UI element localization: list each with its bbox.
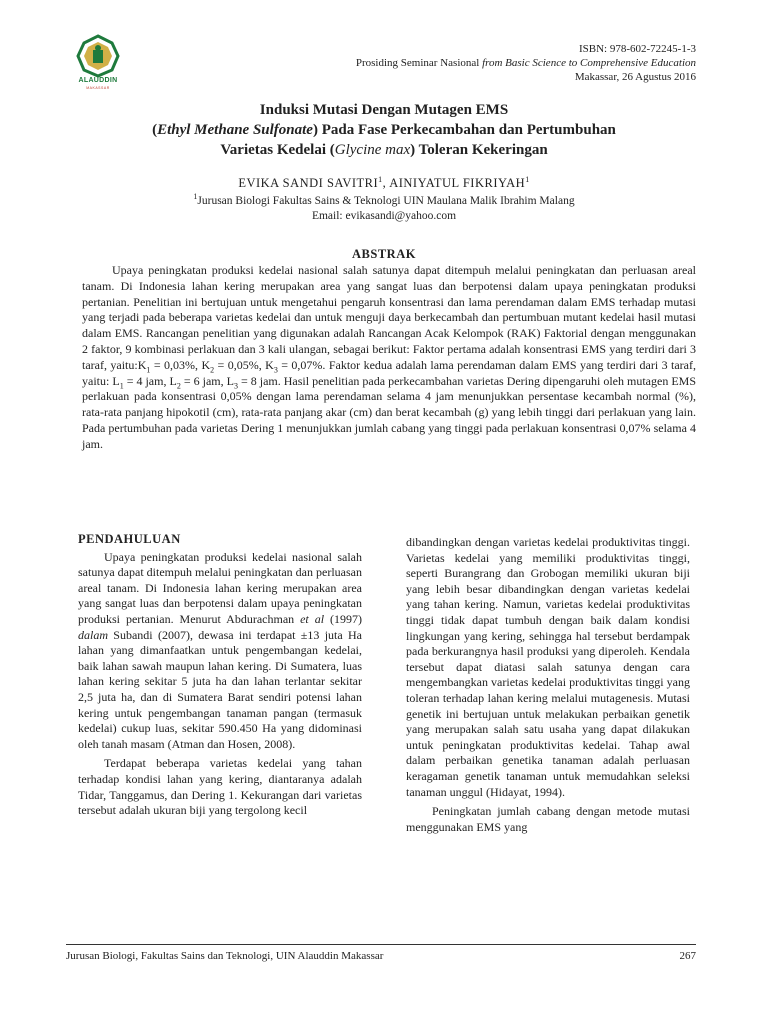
body-paragraph: Upaya peningkatan produksi kedelai nasional salah satunya dapat ditempuh melalui peningkatan dan perluasan areal tanam. Di Indonesia lahan kering merupakan area yang sangat luas dan berpotensi dalam upaya peningkatan produksi pertanian. Menurut Abdurachman et al (1997) dalam Subandi (2007), dewasa ini terdapat ±13 juta Ha lahan yang dimanfaatkan untuk pengembangan kedelai, baik lahan sawah maupun lahan kering. Di Sumatera, luas lahan kering sekitar 5 juta ha dan lahan terlantar sekitar 2,5 juta ha, dan di Sumatera Barat sendiri potensi lahan kering untuk pengembangan tanaman pangan (termasuk kedelai) cukup luas, sekitar 590.450 Ha yang didominasi oleh tanah masam (Atman dan Hosen, 2008). [78,549,362,751]
author-1: EVIKA SANDI SAVITRI [238,176,379,190]
affiliation: $^1$Jurusan Biologi Fakultas Sains & Teknologi UIN Maulana Malik Ibrahim Malang [193,192,575,207]
species-name: Glycine max [334,142,411,158]
abstract-text: Upaya peningkatan produksi kedelai nasional salah satunya dapat ditempuh melalui peningkatan dan perluasan areal tanam. Di Indonesia lahan kering merupakan area yang sangat luas dan berpotensi dalam upaya peningkatan produksi pertanian. Penelitian ini bertujuan untuk mengetahui pengaruh konsentrasi dan lama perendaman dalam EMS terhadap mutasi yang terjadi pada beberapa varietas kedelai dan untuk menguji daya berkecambah dan pertumbuan mutant kedelai hasil mutasi dalam EMS. Rancangan penelitian yang digunakan adalah Rancangan Acak Kelompok (RAK) Faktorial dengan menggunakan 2 faktor, 9 kombinasi perlakuan dan 3 kali ulangan, sebagai berikut: Faktor pertama adalah konsentrasi EMS yang terdiri dari 3 taraf, $yaitu:K_1 = 0,03\%$, $K_2 = 0,05\%$, $K_3 = 0,07\%$. Faktor kedua adalah lama perendaman dalam EMS yang terdiri dari 3 taraf, yaitu: $L_1 = 4$ jam, $L_2 = 6$ jam, $L_3 = 8$ jam. Hasil penelitian pada perkecambahan varietas Dering dipengaruhi oleh mutagen EMS perlakuan pada konsentrasi 0,05% dengan lama perendaman selama 4 jam menunjukkan persentase kecambah normal (%), rata-rata panjang hipokotil (cm), rata-rata panjang akar (cm) dan berat kecambah (g) yang lebih tinggi dari perlakuan yang lain. Pada pertumbuhan pada varietas Dering 1 menunjukkan jumlah cabang yang tinggi pada perlakuan konsentrasi 0,07% selama 4 jam. [82,263,697,451]
title-line-2: (Ethyl Methane Sulfonate) Pada Fase Perkecambahan dan Pertumbuhan [152,122,616,138]
logo-subtext: MAKASSAR [86,86,110,90]
body-column-right [406,535,690,835]
title-line-3: Varietas Kedelai (Glycine max) Toleran Kekeringan [220,142,548,158]
body-paragraph: dibandingkan dengan varietas kedelai produktivitas tinggi. Varietas kedelai yang memiliki produktivitas tinggi, seperti Burangrang dan Grobogan memiliki ukuran biji yang lebih besar dibandingkan dengan varietas kedelai yang tahan kering. Namun, varietas kedelai produktivitas tinggi tidak dapat tumbuh dengan baik dalam kondisi lingkungan yang kering, sehingga hal tersebut berdampak pada berkurangnya hasil produksi yang diperoleh. Kendala tersebut dapat diatasi salah satunya dengan cara mengembangkan varietas kedelai produktivitas tinggi yang toleran terhadap lahan kering melalui mutagenesis. Mutasi genetik ini bertujuan untuk melakukan perbaikan genetik yang merupakan salah satu usaha yang dapat dilakukan untuk peningkatan produktivitas kedelai. Tahap awal dalam perbaikan genetika tanaman adalah perluasan keragaman genetik tanaman untuk memudahkan seleksi tanaman unggul (Hidayat, 1994). [406,535,690,799]
section-heading: PENDAHULUAN [78,532,181,546]
author-2: AINIYATUL FIKRIYAH [389,176,526,190]
affiliation-block [60,194,708,224]
footer-divider [66,944,696,945]
running-header [356,42,696,84]
body-column-left [78,532,362,819]
body-paragraph: Peningkatan jumlah cabang dengan metode mutasi menggunakan EMS yang [406,804,690,834]
author-email: Email: evikasandi@yahoo.com [311,210,457,222]
conference-prefix: Prosiding Seminar Nasional [355,57,483,69]
title-line-1: Induksi Mutasi Dengan Mutagen EMS [259,102,509,118]
conference-line [356,56,696,70]
page-number: 267 [679,950,696,962]
logo-wordmark: ALAUDDIN [78,77,118,84]
footer-institution: Jurusan Biologi, Fakultas Sains dan Teknologi, UIN Alauddin Makassar [66,950,384,962]
body-paragraph: Terdapat beberapa varietas kedelai yang tahan terhadap kondisi lahan yang kering, diantaranya adalah Tidar, Tanggamus, dan Dering 1. Kekurangan dari varietas tersebut adalah ukuran biji yang tergolong kecil [78,756,362,818]
conference-name: from Basic Science to Comprehensive Education [482,57,696,69]
abstract-heading: ABSTRAK [352,247,416,261]
title-ems-fullname: Ethyl Methane Sulfonate [157,122,313,138]
paper-title [60,100,708,160]
author-list: EVIKA SANDI SAVITRI$^1$, AINIYATUL FIKRIYAH$^1$ [238,174,530,190]
isbn: ISBN: 978-602-72245-1-3 [578,43,696,55]
place-date: Makassar, 26 Agustus 2016 [574,71,696,83]
